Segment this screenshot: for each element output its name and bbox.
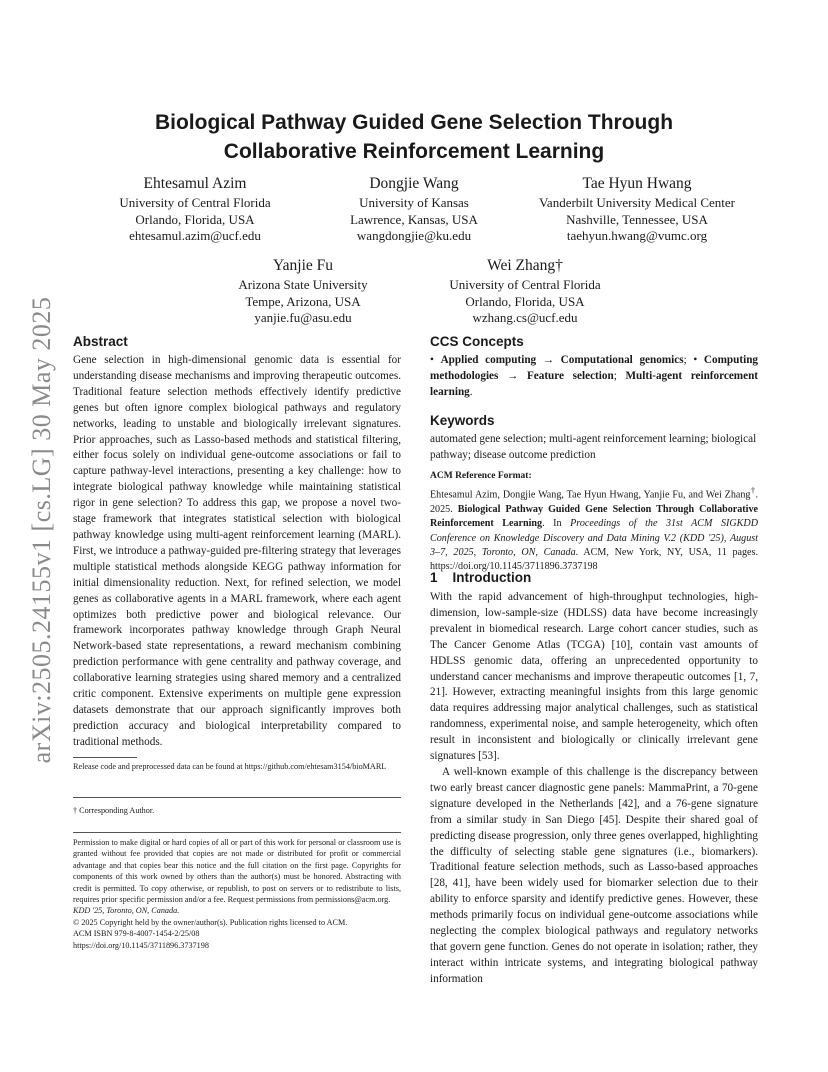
ccs-term: Feature selection	[526, 369, 614, 382]
author-name: Wei Zhang†	[487, 257, 563, 274]
ccs-concepts: • Applied computing → Computational genomics; • Computing methodologies → Feature selection; Multi-agent reinforcement learning.	[430, 354, 759, 398]
keywords-section	[430, 412, 758, 464]
arxiv-identifier-text: arXiv:2505.24155v1 [cs.LG] 30 May 2025	[27, 296, 56, 764]
reference-proceedings: Proceedings of the 31st ACM SIGKDD Conference on Knowledge Discovery and Data Mining V.2 (KDD '25), August 3–7, 2025, Toronto, ON, Canada	[430, 518, 758, 558]
permission-block	[73, 837, 401, 951]
reference-year: . 2025.	[430, 489, 759, 515]
introduction-heading: 1 Introduction	[430, 570, 532, 585]
corresponding-footnote	[73, 805, 401, 816]
ccs-heading: CCS Concepts	[430, 334, 524, 349]
introduction-paragraph-2: A well-known example of this challenge is the discrepancy between two early breast cancer diagnostic gene panels: MammaPrint, a 70-gene signature developed in the Netherlands [42], and a 76-gene signature from a similar study in San Diego [45]. Despite their shared goal of predicting disease progression, only three genes overlapped, highlighting the difficulty of selecting stable gene signatures (i.e., biomarkers). Traditional feature selection methods, such as Lasso-based approaches [28, 41], have been widely used for biomarker selection due to their ability to enforce sparsity and identify predictive genes. However, these methods primarily focus on individual gene-outcome associations while neglecting the complex biological pathways and regulatory networks that govern gene function. Genes do not operate in isolation; rather, they interact within intricate systems, and integrating biological pathway information	[430, 765, 758, 985]
footnote-divider	[73, 757, 137, 758]
corresponding-author-note: † Corresponding Author.	[73, 806, 155, 815]
author-block	[188, 256, 418, 327]
author-email: ehtesamul.azim@ucf.edu	[129, 228, 261, 243]
copyright-line: © 2025 Copyright held by the owner/author(s). Publication rights licensed to ACM.	[73, 917, 348, 927]
introduction-section	[430, 569, 758, 988]
doi-line: https://doi.org/10.1145/3711896.3737198	[73, 940, 209, 950]
keywords-text: automated gene selection; multi-agent reinforcement learning; biological pathway; disease outcome prediction	[430, 433, 757, 461]
author-block	[80, 174, 310, 245]
author-location: Lawrence, Kansas, USA	[350, 211, 478, 227]
code-footnote	[73, 761, 401, 772]
arxiv-identifier	[22, 270, 62, 790]
reference-heading: ACM Reference Format:	[430, 471, 532, 481]
author-email: wzhang.cs@ucf.edu	[472, 310, 578, 325]
paper-title	[100, 108, 728, 166]
venue-line: KDD '25, Toronto, ON, Canada.	[73, 906, 180, 916]
reference-format	[430, 469, 758, 574]
author-affiliation: Vanderbilt University Medical Center	[538, 195, 736, 210]
reference-tail: . ACM, New York, NY, USA, 11 pages. https://doi.org/10.1145/3711896.3737198	[430, 546, 758, 573]
abstract-section	[73, 333, 401, 751]
author-location: Orlando, Florida, USA	[135, 211, 255, 227]
reference-text	[430, 484, 758, 574]
author-name: Yanjie Fu	[272, 257, 333, 274]
author-name: Tae Hyun Hwang	[582, 175, 692, 192]
author-affiliation: Arizona State University	[238, 277, 368, 292]
reference-dagger: †	[750, 486, 756, 496]
permission-text: Permission to make digital or hard copies of all or part of this work for personal or classroom use is granted without fee provided that copies are not made or distributed for profit or commercial advantage and that copies bear this notice and the full citation on the first page. Copyrights for components of this work owned by others than the author(s) must be honored. Abstracting with credit is permitted. To copy otherwise, or republish, to post on servers or to redistribute to lists, requires prior specific permission and/or a fee. Request permissions from permissions@acm.org.	[73, 838, 401, 905]
ccs-term: Applied computing	[440, 354, 537, 366]
reference-in: . In	[542, 518, 562, 530]
author-location: Nashville, Tennessee, USA	[566, 211, 708, 227]
author-block	[410, 256, 640, 327]
ccs-section	[430, 333, 758, 401]
abstract-heading: Abstract	[73, 334, 128, 349]
author-email: yanjie.fu@asu.edu	[254, 310, 352, 325]
author-affiliation: University of Central Florida	[119, 195, 271, 210]
title-line-1: Biological Pathway Guided Gene Selection Through	[154, 111, 674, 134]
reference-title: Biological Pathway Guided Gene Selection Through Collaborative Reinforcement Learning	[430, 503, 758, 530]
author-affiliation: University of Kansas	[359, 195, 469, 210]
author-block	[522, 174, 752, 245]
abstract-text: Gene selection in high-dimensional genomic data is essential for understanding disease mechanisms and improving therapeutic outcomes. Traditional feature selection methods effectively identify predictive genes but often ignore complex biological pathways and regulatory networks, leading to unstable and biologically irrelevant signatures. Prior approaches, such as Lasso-based methods and statistical filtering, either focus solely on individual gene-outcome associations or fail to capture pathway-level interactions, presenting a key challenge: how to integrate biological pathway knowledge while maintaining statistical rigor in gene selection? To address this gap, we propose a novel two-stage framework that integrates statistical selection with biological pathway knowledge using multi-agent reinforcement learning (MARL). First, we introduce a pathway-guided pre-filtering strategy that leverages multiple statistical methods alongside KEGG pathway information for initial dimensionality reduction. Next, for refined selection, we model genes as collaborative agents in a MARL framework, where each agent optimizes both predictive power and biological relevance. Our framework incorporates pathway knowledge through Graph Neural Network-based state representations, a reward mechanism combining prediction performance with gene centrality and pathway coverage, and collaborative learning strategies using shared memory and a centralized critic component. Extensive experiments on multiple gene expression datasets demonstrate that our approach significantly improves both prediction accuracy and biological interpretability compared to traditional methods.	[73, 354, 401, 748]
ccs-term: Computing methodologies	[430, 354, 759, 382]
author-name: Ehtesamul Azim	[143, 175, 247, 192]
ccs-term: Computational genomics	[560, 354, 684, 366]
reference-authors: Ehtesamul Azim, Dongjie Wang, Tae Hyun Hwang, Yanjie Fu, and Wei Zhang	[430, 489, 751, 501]
author-block	[299, 174, 529, 245]
isbn-line: ACM ISBN 979-8-4007-1454-2/25/08	[73, 929, 200, 939]
author-location: Orlando, Florida, USA	[465, 293, 585, 309]
code-footnote-text: Release code and preprocessed data can be found at https://github.com/ehtesam3154/bioMARL	[73, 762, 387, 771]
keywords-heading: Keywords	[430, 413, 495, 428]
introduction-paragraph-1: With the rapid advancement of high-throughput technologies, high-dimension, low-sample-size (HDLSS) data have become increasingly prevalent in biomedical research. Large cohort cancer studies, such as The Cancer Genome Atlas (TCGA) [10], contain vast amounts of HDLSS genomic data, offering an unprecedented opportunity to understand cancer mechanisms and improve therapeutic outcomes [1, 7, 21]. However, extracting meaningful insights from this large genomic data requires addressing major analytical challenges, such as statistical randomness, experimental noise, and sample heterogeneity, which often result in inconsistent and biologically or clinically irrelevant gene signatures [53].	[430, 591, 758, 763]
author-affiliation: University of Central Florida	[449, 277, 601, 292]
author-email: taehyun.hwang@vumc.org	[566, 228, 708, 243]
author-email: wangdongjie@ku.edu	[356, 228, 472, 243]
author-location: Tempe, Arizona, USA	[245, 293, 361, 309]
author-name: Dongjie Wang	[369, 175, 459, 192]
permission-divider	[73, 832, 401, 833]
title-line-2: Collaborative Reinforcement Learning	[223, 140, 605, 163]
footnote-divider	[73, 797, 401, 798]
ccs-term: Multi-agent reinforcement learning	[430, 369, 759, 398]
